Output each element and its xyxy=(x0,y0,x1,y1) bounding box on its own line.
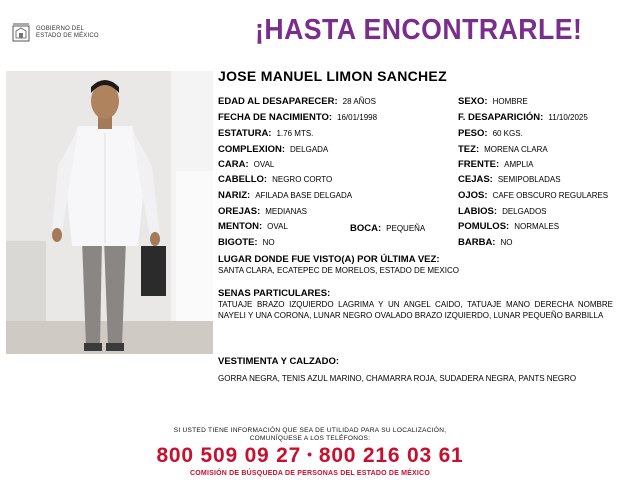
phone-separator: • xyxy=(307,446,313,462)
missing-person-photo xyxy=(6,71,213,354)
field-cara: CARA: OVAL xyxy=(218,159,275,170)
person-name: JOSE MANUEL LIMON SANCHEZ xyxy=(218,68,447,84)
field-ojos: OJOS: CAFE OBSCURO REGULARES xyxy=(458,190,609,201)
coat-of-arms-icon xyxy=(10,22,32,44)
field-menton: MENTON: OVAL xyxy=(218,221,288,232)
field-tez: TEZ: MORENA CLARA xyxy=(458,144,548,155)
logo-line-1: GOBIERNO DEL xyxy=(36,26,85,32)
field-bigote: BIGOTE: NO xyxy=(218,237,275,248)
person-photo-illustration xyxy=(6,71,213,354)
field-estatura: ESTATURA: 1.76 MTS. xyxy=(218,128,314,139)
field-orejas: OREJAS: MEDIANAS xyxy=(218,206,308,217)
logo-line-2: ESTADO DE MÉXICO xyxy=(36,33,99,39)
vestimenta-title: VESTIMENTA Y CALZADO: xyxy=(218,356,340,367)
government-logo xyxy=(8,22,118,46)
commission-name: COMISIÓN DE BÚSQUEDA DE PERSONAS DEL ESTADO DE MÉXICO xyxy=(190,470,430,477)
field-cejas: CEJAS: SEMIPOBLADAS xyxy=(458,174,561,185)
phone-1[interactable]: 800 509 09 27 xyxy=(156,444,302,467)
footer-note-line-2: COMUNÍQUESE A LOS TELÉFONOS: xyxy=(249,435,371,442)
headline: ¡HASTA ENCONTRARLE! xyxy=(255,14,583,46)
field-frente: FRENTE: AMPLIA xyxy=(458,159,534,170)
field-fecha-nacimiento: FECHA DE NACIMIENTO: 16/01/1998 xyxy=(218,112,378,123)
field-boca: BOCA: PEQUEÑA xyxy=(350,223,426,234)
field-labios: LABIOS: DELGADOS xyxy=(458,206,547,217)
field-edad: EDAD AL DESAPARECER: 28 AÑOS xyxy=(218,96,376,107)
phone-numbers xyxy=(0,444,620,468)
field-pomulos: POMULOS: NORMALES xyxy=(458,221,560,232)
field-cabello: CABELLO: NEGRO CORTO xyxy=(218,174,333,185)
field-nariz: NARIZ: AFILADA BASE DELGADA xyxy=(218,190,353,201)
footer-note-line-1: SI USTED TIENE INFORMACIÓN QUE SEA DE UTILIDAD PARA SU LOCALIZACIÓN, xyxy=(173,427,447,434)
lugar-title: LUGAR DONDE FUE VISTO(A) POR ÚLTIMA VEZ: xyxy=(218,254,440,265)
phone-2[interactable]: 800 216 03 61 xyxy=(318,444,464,467)
lugar-text: SANTA CLARA, ECATEPEC DE MORELOS, ESTADO DE MEXICO xyxy=(218,266,459,275)
field-barba: BARBA: NO xyxy=(458,237,513,248)
field-fecha-desaparicion: F. DESAPARICIÓN: 11/10/2025 xyxy=(458,112,588,123)
senas-title: SENAS PARTICULARES: xyxy=(218,288,331,299)
field-sexo: SEXO: HOMBRE xyxy=(458,96,528,107)
field-complexion: COMPLEXION: DELGADA xyxy=(218,144,329,155)
vestimenta-text: GORRA NEGRA, TENIS AZUL MARINO, CHAMARRA ROJA, SUDADERA NEGRA, PANTS NEGRO xyxy=(218,374,577,383)
field-peso: PESO: 60 KGS. xyxy=(458,128,523,139)
senas-text: TATUAJE BRAZO IZQUIERDO LAGRIMA Y UN ANGEL CAIDO, TATUAJE MANO DERECHA NOMBRE NAYELI Y UNA CORONA, LUNAR NEGRO OVALADO BRAZO IZQUIERDO, LUNAR PEQUEÑO BARBILLA xyxy=(218,300,613,320)
